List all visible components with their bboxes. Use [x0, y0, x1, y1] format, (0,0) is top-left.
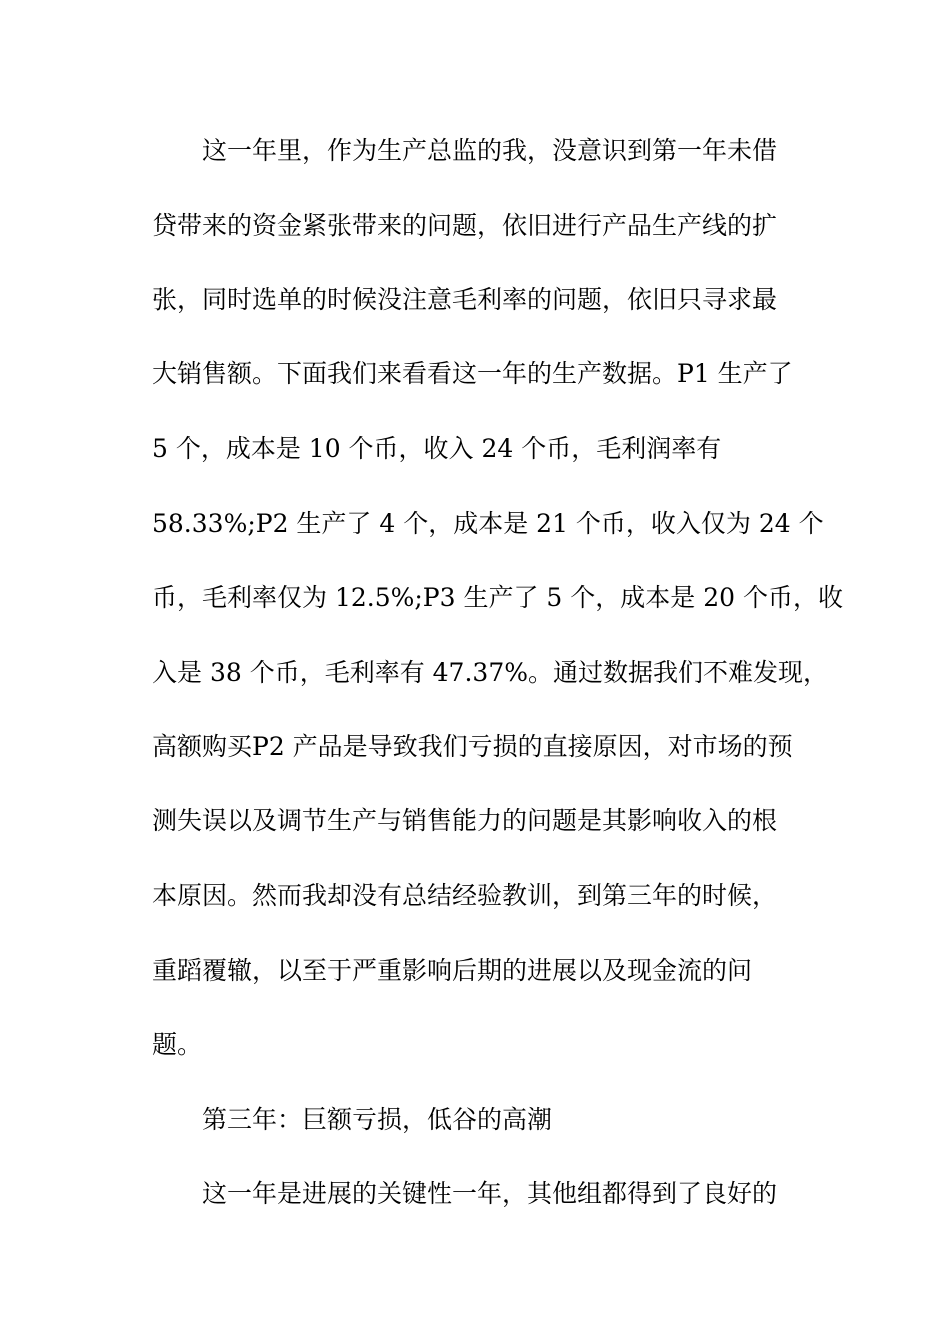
- paragraph-line: 58.33%;P2 生产了 4 个，成本是 21 个币，收入仅为 24 个: [152, 509, 824, 538]
- paragraph-line: 这一年里，作为生产总监的我，没意识到第一年未借: [202, 136, 778, 165]
- paragraph-line: 这一年是进展的关键性一年，其他组都得到了良好的: [202, 1179, 778, 1208]
- paragraph-line: 重蹈覆辙，以至于严重影响后期的进展以及现金流的问: [152, 956, 753, 985]
- paragraph-line: 贷带来的资金紧张带来的问题，依旧进行产品生产线的扩: [152, 211, 778, 240]
- paragraph-line: 本原因。然而我却没有总结经验教训，到第三年的时候，: [152, 881, 778, 910]
- paragraph-line: 题。: [152, 1030, 203, 1059]
- paragraph-line: 5 个，成本是 10 个币，收入 24 个币，毛利润率有: [152, 434, 722, 463]
- paragraph-line: 币，毛利率仅为 12.5%;P3 生产了 5 个，成本是 20 个币，收: [152, 583, 843, 612]
- paragraph-line: 张，同时选单的时候没注意毛利率的问题，依旧只寻求最: [152, 285, 778, 314]
- paragraph-line: 测失误以及调节生产与销售能力的问题是其影响收入的根: [152, 806, 778, 835]
- paragraph-line: 入是 38 个币，毛利率有 47.37%。通过数据我们不难发现，: [152, 658, 828, 687]
- section-heading: 第三年：巨额亏损，低谷的高潮: [202, 1105, 553, 1134]
- paragraph-line: 高额购买P2 产品是导致我们亏损的直接原因，对市场的预: [152, 732, 793, 761]
- paragraph-line: 大销售额。下面我们来看看这一年的生产数据。P1 生产了: [152, 359, 793, 388]
